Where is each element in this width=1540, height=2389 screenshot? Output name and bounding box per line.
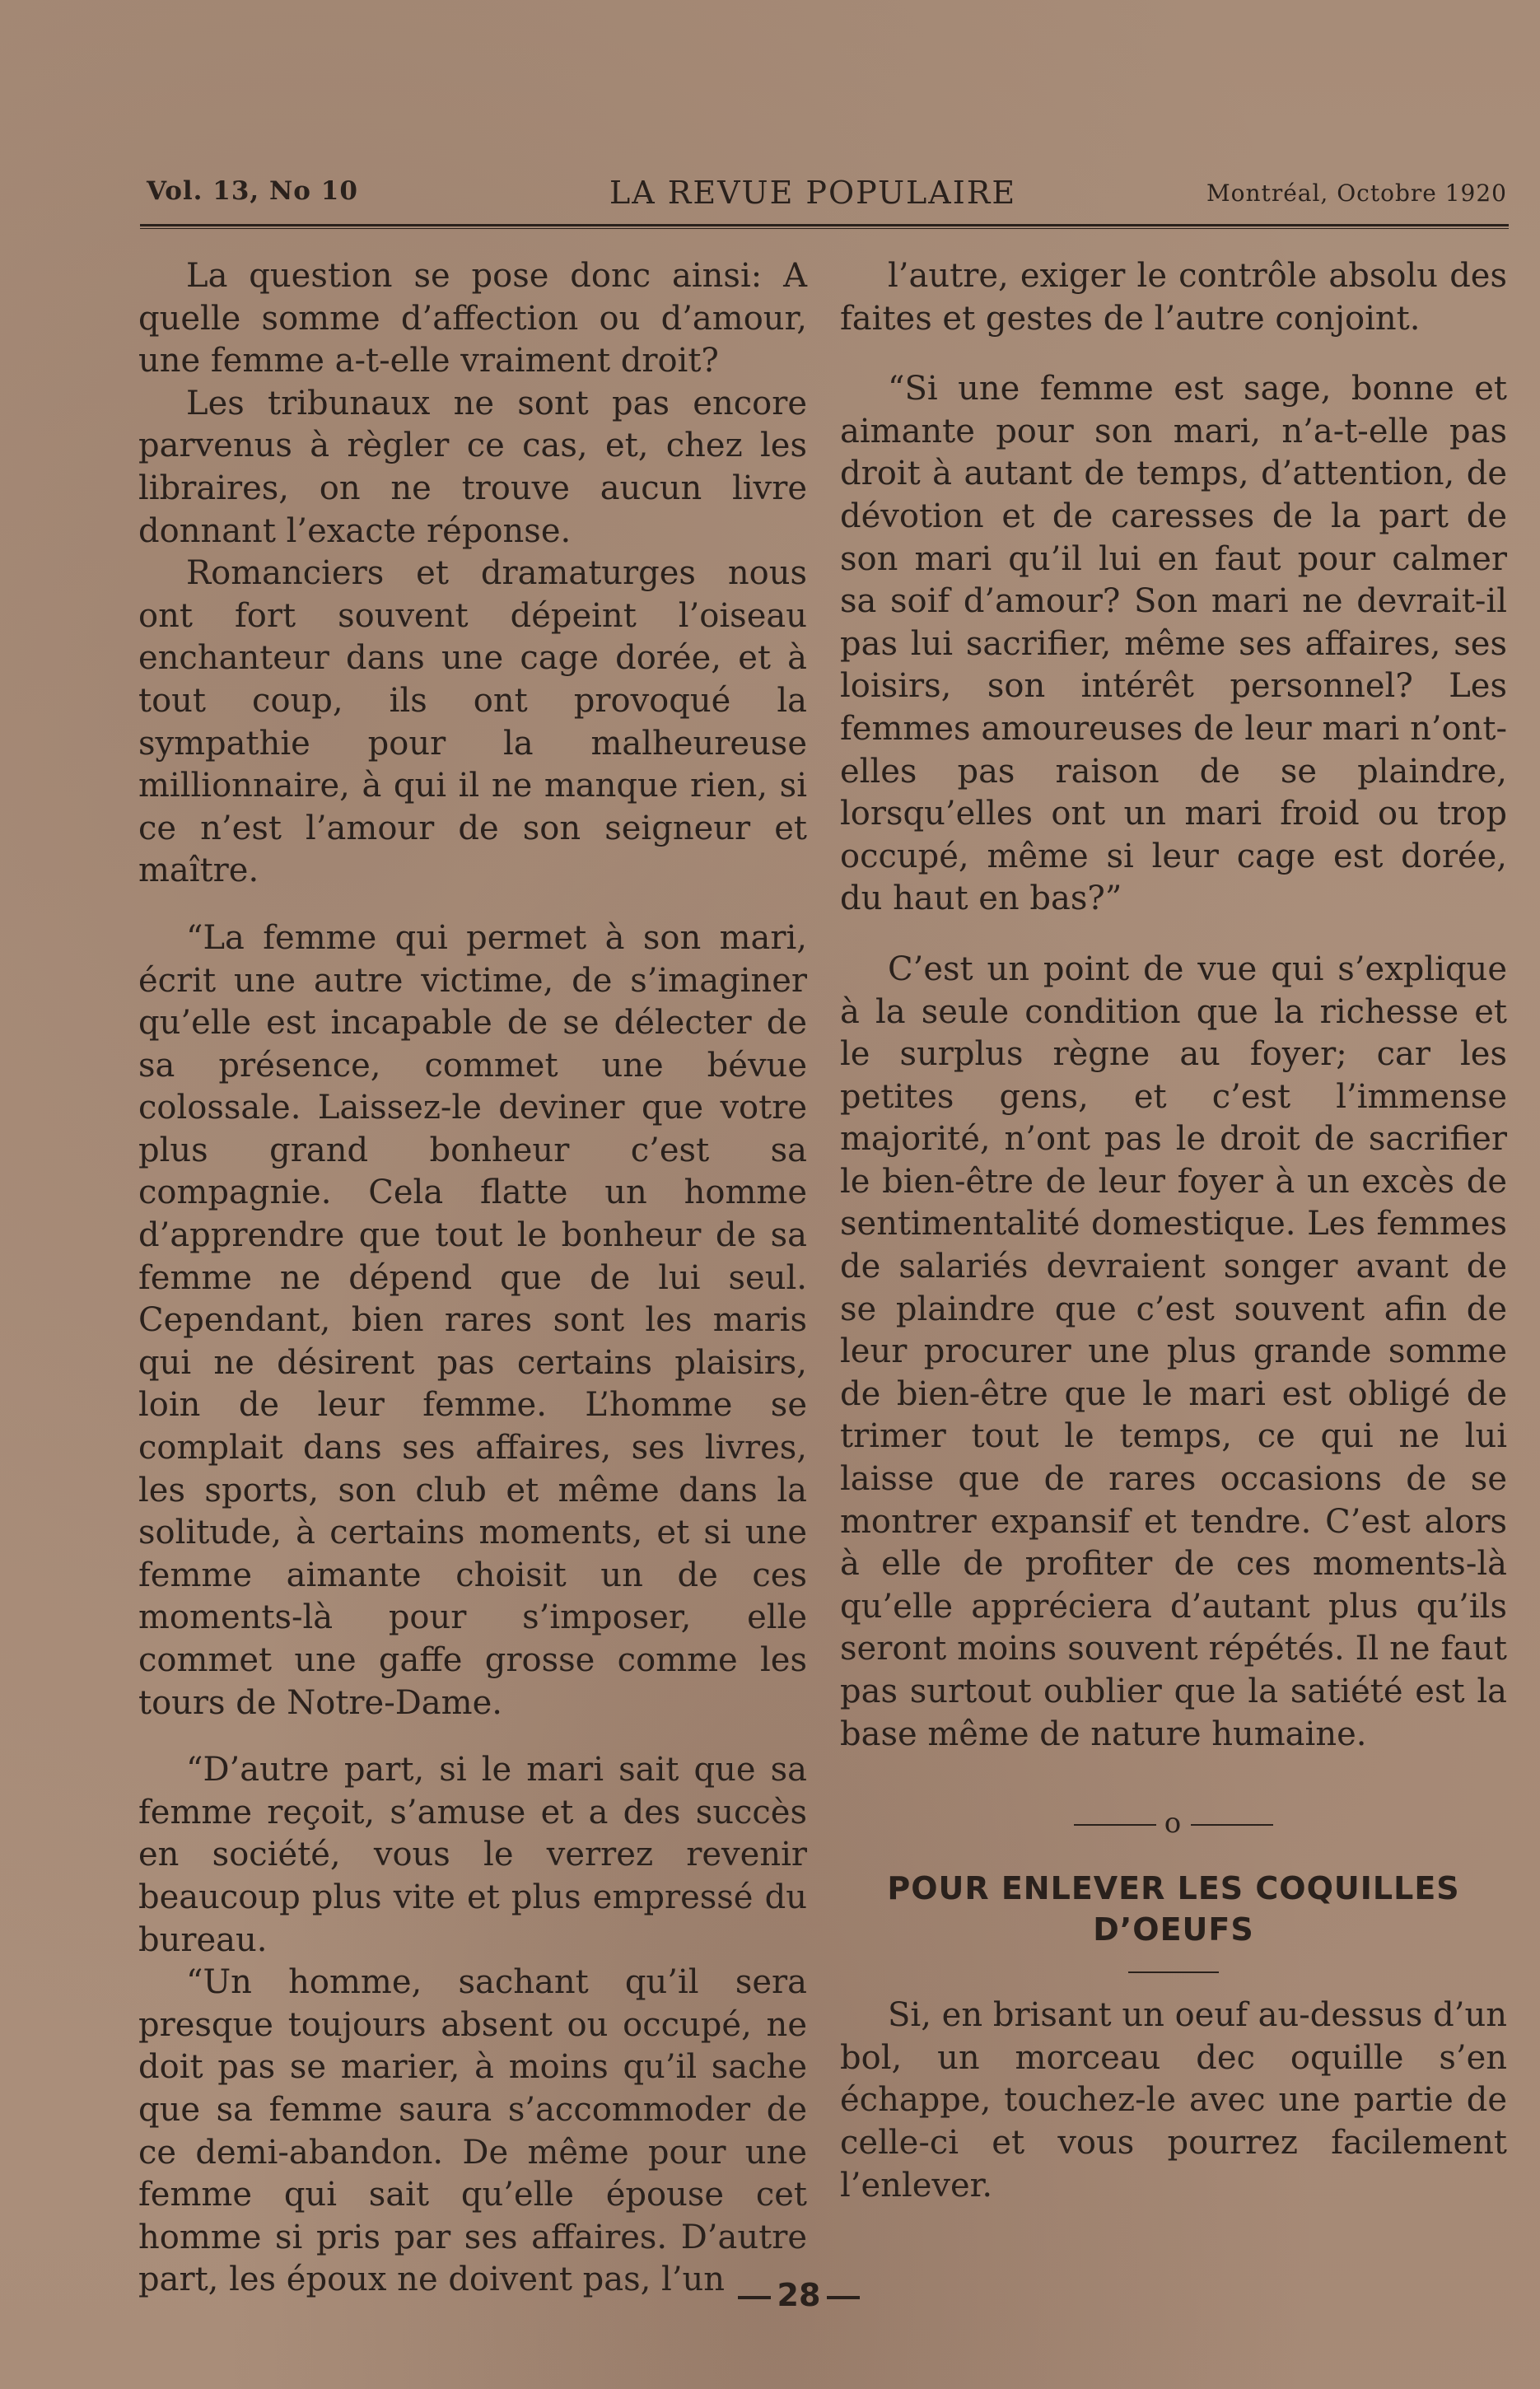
divider-dash bbox=[1191, 1824, 1273, 1826]
volume-number: Vol. 13, No 10 bbox=[147, 176, 358, 206]
header-rule bbox=[140, 224, 1509, 229]
left-column bbox=[138, 255, 807, 2302]
publication-date: Montréal, Octobre 1920 bbox=[1206, 180, 1507, 207]
paragraph: “Si une femme est sage, bonne et aimante pour son mari, n’a-t-elle pas droit à autant de temps, d’attention, de dévotion et de caresses de la part de son mari qu’il lui en faut pour calmer sa soif d’amour? Son mari ne devrait-il pas lui sacrifier, même ses affaires, ses loisirs, son intérêt personnel? Les femmes amoureuses de leur mari n’ont-elles pas raison de se plaindre, lorsqu’elles ont un mari froid ou trop occupé, même si leur cage est dorée, du haut en bas?” bbox=[840, 370, 1507, 918]
section-divider bbox=[840, 1807, 1507, 1840]
right-column bbox=[840, 255, 1507, 2207]
divider-dash bbox=[1074, 1824, 1156, 1826]
publication-title: LA REVUE POPULAIRE bbox=[609, 175, 1017, 211]
paragraph: l’autre, exiger le contrôle absolu des faites et gestes de l’autre conjoint. bbox=[840, 257, 1507, 338]
paragraph: Romanciers et dramaturges nous ont fort souvent dépeint l’oiseau enchanteur dans une cage dorée, et à tout coup, ils ont provoqué la sympathie pour la malheureuse millionnaire, à qui il ne manque rien, si ce n’est l’amour de son seigneur et maître. bbox=[138, 554, 807, 890]
paragraph: Si, en brisant un oeuf au-dessus d’un bol, un morceau dec oquille s’en échappe, touchez-le avec une partie de celle-ci et vous pourrez facilement l’enlever. bbox=[840, 1996, 1507, 2205]
paragraph: Les tribunaux ne sont pas encore parvenus à règler ce cas, et, chez les libraires, on ne trouve aucun livre donnant l’exacte réponse. bbox=[138, 384, 807, 550]
page-number-value: 28 bbox=[777, 2277, 821, 2313]
heading-rule bbox=[1128, 1971, 1219, 1973]
section-heading: POUR ENLEVER LES COQUILLES D’OEUFS bbox=[887, 1870, 1460, 1948]
page-number bbox=[708, 2277, 889, 2313]
paragraph: C’est un point de vue qui s’explique à la seule condition que la richesse et le surplus règne au foyer; car les petites gens, et c’est l’immense majorité, n’ont pas le droit de sacrifier le bien-être de leur foyer à un excès de sentimentalité domestique. Les femmes de salariés devraient songer avant de se plaindre que c’est souvent afin de leur procurer une plus grande somme de bien-être que le mari est obligé de trimer tout le temps, ce qui ne lui laisse que de rares occasions de se montrer expansif et tendre. C’est alors à elle de profiter de ces moments-là qu’elle appréciera d’autant plus qu’ils seront moins souvent répétés. Il ne faut pas surtout oublier que la satiété est la base même de nature humaine. bbox=[840, 950, 1507, 1753]
page-header bbox=[140, 171, 1507, 221]
page-number-dash bbox=[827, 2296, 860, 2299]
paragraph: La question se pose donc ainsi: A quelle somme d’affection ou d’amour, une femme a-t-elle vraiment droit? bbox=[138, 257, 807, 380]
divider-mark: o bbox=[1164, 1807, 1183, 1841]
page-number-dash bbox=[738, 2296, 771, 2299]
paragraph: “La femme qui permet à son mari, écrit une autre victime, de s’imaginer qu’elle est incapable de se délecter de sa présence, commet une bévue colossale. Laissez-le deviner que votre plus grand bonheur c’est sa compagnie. Cela flatte un homme d’apprendre que tout le bonheur de sa femme ne dépend que de lui seul. Cependant, bien rares sont les maris qui ne désirent pas certains plaisirs, loin de leur femme. L’homme se complait dans ses affaires, ses livres, les sports, son club et même dans la solitude, à certains moments, et si une femme aimante choisit un de ces moments-là pour s’imposer, elle commet une gaffe grosse comme les tours de Notre-Dame. bbox=[138, 918, 807, 1722]
paragraph: “D’autre part, si le mari sait que sa femme reçoit, s’amuse et a des succès en société, vous le verrez revenir beaucoup plus vite et plus empressé du bureau. bbox=[138, 1751, 807, 1959]
paragraph: “Un homme, sachant qu’il sera presque toujours absent ou occupé, ne doit pas se marier, à moins qu’il sache que sa femme saura s’accommoder de ce demi-abandon. De même pour une femme qui sait qu’elle épouse cet homme si pris par ses affaires. D’autre part, les époux ne doivent pas, l’un bbox=[138, 1963, 807, 2299]
